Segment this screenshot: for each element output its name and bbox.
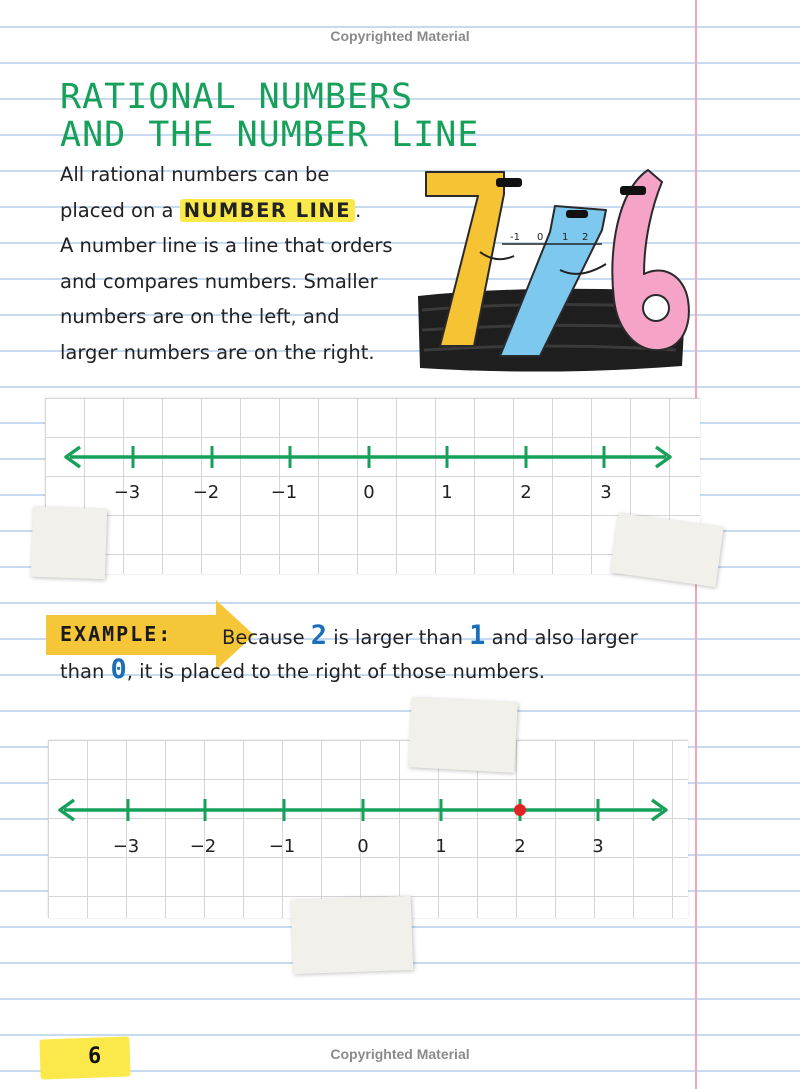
footer-copyright: Copyrighted Material — [330, 1046, 470, 1062]
intro-paragraph — [60, 157, 420, 370]
intro-line: larger numbers are on the right. — [60, 340, 375, 364]
tick-label: 0 — [363, 482, 375, 503]
tick-label: −3 — [112, 836, 140, 857]
title-line-2: AND THE NUMBER LINE — [60, 115, 480, 155]
intro-line: All rational numbers can be — [60, 163, 330, 186]
intro-line: A number line is a line that orders — [60, 234, 393, 257]
tick-label: −1 — [268, 836, 296, 857]
pink-six — [612, 170, 689, 350]
title-line-1: RATIONAL NUMBERS — [60, 77, 414, 117]
example-number: 1 — [469, 620, 486, 651]
page-title — [60, 78, 479, 154]
tape-piece — [610, 513, 723, 587]
tick-label: 3 — [600, 482, 612, 503]
example-number: 2 — [310, 620, 328, 651]
tick-label: 2 — [514, 836, 526, 857]
example-number: 0 — [110, 654, 127, 685]
sunglasses-icon — [566, 210, 588, 218]
tape-piece — [31, 507, 107, 580]
sunglasses-icon — [620, 186, 646, 195]
digits-illustration — [410, 160, 700, 390]
tape-piece — [408, 697, 518, 772]
example-text-line-2: than 0, it is placed to the right of those numbers. — [60, 654, 545, 685]
header-copyright: Copyrighted Material — [330, 28, 470, 44]
mini-tick-label: -1 — [510, 232, 520, 243]
tick-label: 2 — [520, 482, 532, 503]
highlighted-point — [514, 804, 526, 816]
six-hole — [643, 295, 669, 321]
example-label: EXAMPLE: — [60, 622, 173, 646]
tick-label: −2 — [192, 482, 220, 503]
tick-label: −2 — [189, 836, 217, 857]
intro-line: numbers are on the left, and — [60, 305, 340, 328]
tick-label: 0 — [357, 836, 369, 857]
tick-label: 1 — [435, 836, 447, 857]
intro-line: and compares numbers. Smaller — [60, 269, 378, 293]
number-line-2 — [0, 793, 800, 863]
tick-label: 3 — [592, 836, 604, 857]
sunglasses-icon — [496, 178, 522, 187]
example-text-line-1: Because 2 is larger than 1 and also larger — [222, 620, 638, 651]
mini-tick-label: 2 — [582, 232, 589, 243]
mini-tick-label: 0 — [537, 232, 544, 243]
tick-label: −1 — [270, 482, 298, 503]
number-line-highlight: NUMBER LINE — [180, 199, 355, 222]
example-block — [46, 600, 686, 690]
number-line-1 — [0, 440, 800, 510]
tick-label: −3 — [113, 482, 141, 503]
tape-piece — [291, 896, 414, 974]
page-number: 6 — [88, 1044, 102, 1069]
tick-label: 1 — [441, 482, 453, 503]
mini-tick-label: 1 — [562, 232, 569, 243]
intro-line: placed on a NUMBER LINE . — [60, 198, 362, 222]
